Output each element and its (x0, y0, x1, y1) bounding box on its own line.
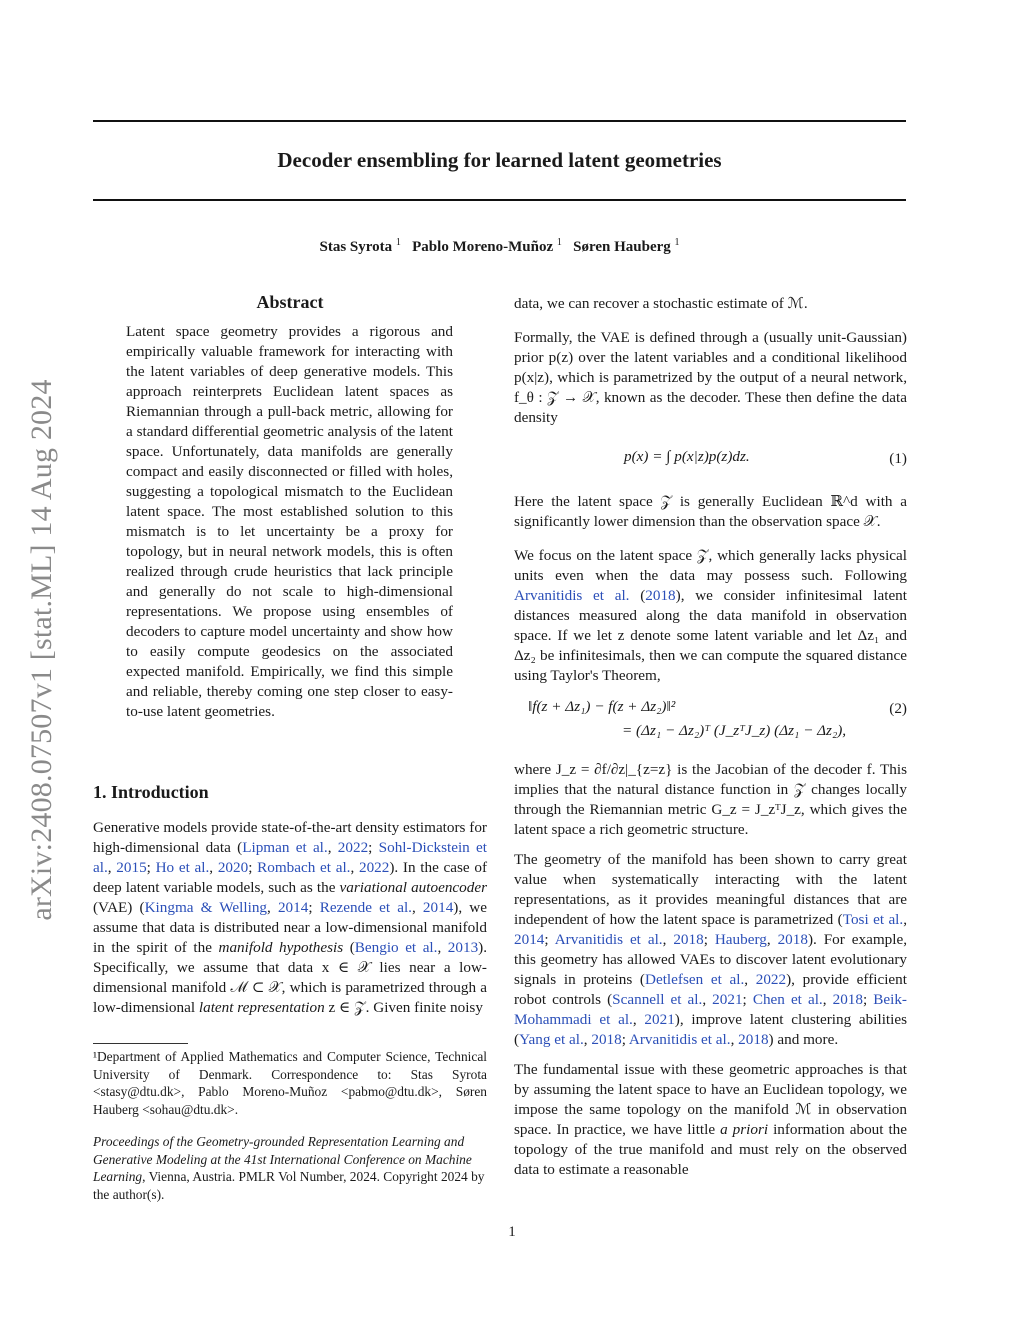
citation-link[interactable]: Rezende et al. (319, 899, 412, 916)
author-affiliation: 1 (556, 237, 562, 248)
arxiv-identifier[interactable]: arXiv:2408.07507v1 [stat.ML] 14 Aug 2024 (25, 379, 58, 921)
emphasis: manifold hypothesis (218, 939, 344, 956)
text-run: , (327, 839, 338, 856)
text-run: ; (703, 931, 715, 948)
text-run: ), we assume that data is distributed near a low-dimensional manifold in the spirit of the (93, 899, 487, 956)
text-run: Generative models provide state-of-the-art density estimators for high-dimensional data ( (93, 819, 487, 856)
text-run: , (267, 899, 278, 916)
citation-link[interactable]: Beik-Mohammadi et al. (514, 991, 907, 1028)
title-rule (93, 199, 906, 201)
equation-1: p(x) = ∫ p(x|z)p(z)dz. (624, 448, 750, 465)
text-run: , (744, 971, 756, 988)
citation-link[interactable]: 2022 (755, 971, 787, 988)
citation-link[interactable]: Detlefsen et al. (645, 971, 745, 988)
text-run: z ∈ 𝒵. Given finite noisy (324, 999, 483, 1016)
paper-title: Decoder ensembling for learned latent geometries (277, 148, 722, 172)
citation-link[interactable]: 2018 (777, 931, 808, 948)
citation-link[interactable]: 2014 (514, 931, 545, 948)
citation-link[interactable]: Rombach et al. (257, 859, 351, 876)
right-column-top (514, 294, 907, 428)
citation-link[interactable]: Sohl-Dickstein et al. (93, 839, 488, 876)
text-run: , (411, 899, 423, 916)
author-affiliation: 1 (395, 237, 401, 248)
text-run: ; (308, 899, 320, 916)
intro-paragraph-1 (93, 818, 487, 1018)
text-run: , (209, 859, 218, 876)
text-run: , (107, 859, 117, 876)
paragraph: data, we can recover a stochastic estimate of ℳ. (514, 295, 808, 312)
citation-link[interactable]: 2018 (645, 587, 676, 604)
citation-link[interactable]: Tosi et al. (842, 911, 904, 928)
text-run: , (350, 859, 359, 876)
citation-link[interactable]: Yang et al. (519, 1031, 584, 1048)
text-run: , (583, 1031, 592, 1048)
citation-link[interactable]: 2015 (116, 859, 147, 876)
citation-link[interactable]: Arvanitidis et al. (628, 1031, 731, 1048)
citation-link[interactable]: 2018 (673, 931, 704, 948)
text-run: , (766, 931, 778, 948)
proceedings-venue: Proceedings of the Geometry-grounded Representation Learning and Generative Modeling at the 41st International Conference on Machine Learning (93, 1134, 472, 1185)
proceedings-details: , Vienna, Austria. PMLR Vol Number, 2024. Copyright 2024 by the author(s). (93, 1169, 485, 1202)
author-name: Stas Syrota (319, 239, 393, 255)
text-run: information about the topology of the true manifold and must rely on the observed data to estimate a reasonable (514, 1121, 908, 1178)
equation-2-line-1: ‖f(z + Δz₁) − f(z + Δz₂)‖² (528, 698, 676, 715)
text-run: The fundamental issue with these geometric approaches is that by assuming the latent space to have an Euclidean topology, we impose the same topology on the manifold ℳ in observation space. In practice, we have little (514, 1061, 907, 1138)
citation-link[interactable]: 2021 (712, 991, 743, 1008)
citation-link[interactable]: 2021 (644, 1011, 675, 1028)
text-run: , (632, 1011, 645, 1028)
text-run: ), improve latent clustering abilities ( (514, 1011, 907, 1048)
citation-link[interactable]: 2020 (217, 859, 249, 876)
text-run: , (702, 991, 713, 1008)
text-run: ; (146, 859, 156, 876)
text-run: ), we consider infinitesimal latent distances measured along the data manifold in observation space. If we let z denote some latent variable and let Δz₁ and Δz₂ be infinitesimals, then we can compute the squared distance using Taylor's Theorem, (514, 587, 907, 684)
citation-link[interactable]: 2022 (358, 859, 390, 876)
text-run: ; (544, 931, 555, 948)
citation-link[interactable]: Bengio et al. (354, 939, 438, 956)
citation-link[interactable]: 2014 (277, 899, 309, 916)
citation-link[interactable]: Chen et al. (752, 991, 823, 1008)
equation-2-number: (2) (889, 700, 907, 717)
author-name: Søren Hauberg (573, 239, 671, 255)
section-heading-introduction: 1. Introduction (93, 782, 209, 802)
paragraph (514, 546, 907, 686)
citation-link[interactable]: Arvanitidis et al. (514, 587, 630, 604)
top-rule (93, 120, 906, 122)
text-run: ; (742, 991, 753, 1008)
citation-link[interactable]: 2013 (447, 939, 479, 956)
abstract-text: Latent space geometry provides a rigorous and empirically valuable framework for interacting with the latent variables of deep generative models. This approach reinterprets Euclidean latent spaces as Riemannian through a pull-back metric, allowing for a standard differential geometric analysis of the latent space. Unfortunately, data manifolds are generally compact and easily disconnected or filled with holes, suggesting a topological mismatch to the Euclidean latent space. The most established solution to this mismatch is to let uncertainty be a proxy for topology, but in neural network models, this is often realized through crude heuristics that lack principle and generally do not scale to high-dimensional representations. We propose using ensembles of decoders to capture model uncertainty and show how to easily compute geodesics on the associated expected manifold. Empirically, we find this simple and reliable, thereby coming one step closer to easy-to-use latent geometries. (126, 323, 453, 720)
text-run: ), provide efficient robot controls ( (514, 971, 907, 1008)
citation-link[interactable]: Arvanitidis et al. (554, 931, 663, 948)
author-affiliation: 1 (674, 237, 680, 248)
text-run: , (822, 991, 833, 1008)
footnote-rule (93, 1043, 188, 1044)
text-run: ). For example, this geometry has allowed VAEs to discover latent evolutionary signals in proteins ( (514, 931, 907, 988)
text-run: The geometry of the manifold has been shown to carry great value when systematically interacting with the latent representations, as it provides meaningful distances that are independent of how the latent space is parametrized ( (514, 851, 907, 928)
page-number: 1 (508, 1224, 516, 1240)
citation-link[interactable]: Scannell et al. (612, 991, 703, 1008)
author-name: Pablo Moreno-Muñoz (412, 239, 554, 255)
right-column-bottom (514, 760, 907, 1180)
emphasis: variational autoencoder (339, 879, 487, 896)
citation-link[interactable]: 2018 (832, 991, 863, 1008)
affiliation-footnote: ¹Department of Applied Mathematics and Computer Science, Technical University of Denmark. Correspondence to: Stas Syrota <stasy@dtu.dk>, Pablo Moreno-Muñoz <pabmo@dtu.dk>, Søren Hauberg <sohau@dtu.dk>. (93, 1049, 487, 1117)
citation-link[interactable]: Hauberg (714, 931, 767, 948)
text-run: , (903, 911, 907, 928)
paragraph: where J_z = ∂f/∂z|_{z=z} is the Jacobian of the decoder f. This implies that the natural distance function in 𝒵 changes locally through the Riemannian metric G_z = J_zᵀJ_z, which gives the latent space a rich geometric structure. (514, 761, 907, 838)
text-run: ; (621, 1031, 629, 1048)
arxiv-sidebar (18, 340, 66, 960)
text-run: ) and more. (768, 1031, 839, 1048)
emphasis: latent representation (198, 999, 325, 1016)
text-run: ; (862, 991, 874, 1008)
citation-link[interactable]: Kingma & Welling (144, 899, 268, 916)
citation-link[interactable]: 2022 (337, 839, 369, 856)
text-run: ; (368, 839, 379, 856)
text-run: ). Specifically, we assume that data x ∈ 𝒳 lies near a low-dimensional manifold ℳ ⊂ 𝒳, which is parametrized through a low-dimensional (93, 939, 488, 1016)
paragraph: Here the latent space 𝒵 is generally Euclidean ℝ^d with a significantly lower dimension than the observation space 𝒳. (514, 493, 907, 530)
equation-2-line-2: = (Δz₁ − Δz₂)ᵀ (J_zᵀJ_z) (Δz₁ − Δz₂), (622, 722, 847, 739)
text-run: , (730, 1031, 739, 1048)
text-run: ). In the case of deep latent variable models, such as the (93, 859, 488, 896)
paragraph (514, 1060, 907, 1180)
emphasis: a priori (720, 1121, 769, 1138)
text-run: ( (629, 587, 646, 604)
text-run: ( (343, 939, 355, 956)
text-run: , (437, 939, 448, 956)
citation-link[interactable]: 2018 (591, 1031, 622, 1048)
equation-1-number: (1) (889, 450, 907, 467)
text-run: ; (248, 859, 258, 876)
citation-link[interactable]: 2018 (738, 1031, 769, 1048)
author-list (93, 237, 906, 256)
citation-link[interactable]: 2014 (422, 899, 454, 916)
text-run: , (662, 931, 674, 948)
right-column-mid (514, 492, 907, 686)
text-run: We focus on the latent space 𝒵, which generally lacks physical units even when the data may possess such. Following (514, 547, 907, 584)
intro-paragraph (93, 818, 487, 1018)
abstract-heading: Abstract (256, 292, 324, 312)
citation-link[interactable]: Lipman et al. (242, 839, 328, 856)
citation-link[interactable]: Ho et al. (155, 859, 210, 876)
paragraph (514, 850, 907, 1050)
paragraph: Formally, the VAE is defined through a (usually unit-Gaussian) prior p(z) over the latent variables and a conditional likelihood p(x|z), which is parametrized by the output of a neural network, f_θ : 𝒵 → 𝒳, known as the decoder. These then define the data density (514, 329, 907, 426)
proceedings-note (93, 1133, 487, 1203)
text-run: (VAE) ( (93, 899, 145, 916)
